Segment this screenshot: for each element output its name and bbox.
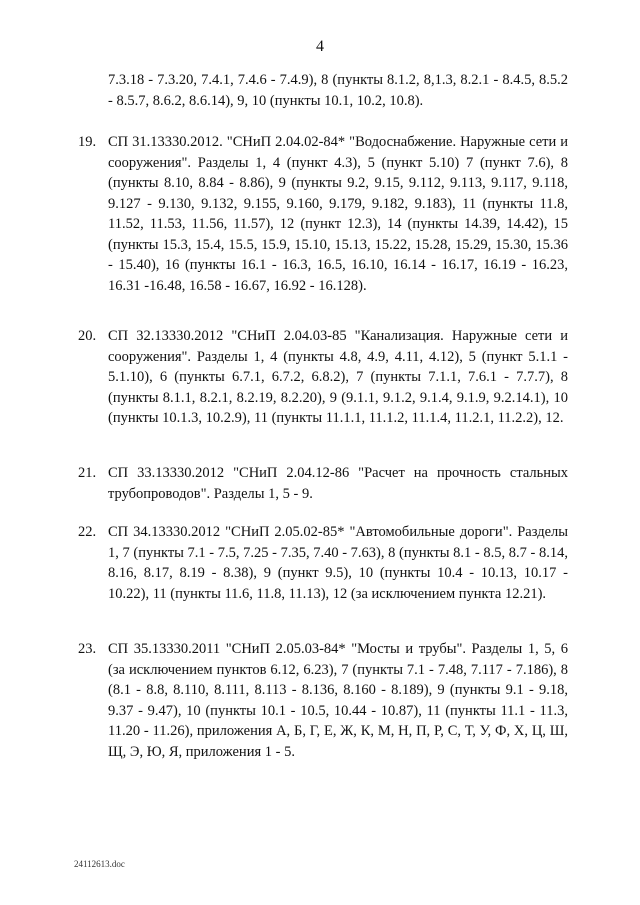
list-item-22 xyxy=(78,522,568,604)
list-item-23 xyxy=(78,639,568,762)
list-item-19 xyxy=(78,132,568,296)
page-number: 4 xyxy=(316,38,324,55)
list-item-number: 22. xyxy=(78,524,97,540)
list-item-text: СП 35.13330.2011 "СНиП 2.05.03-84* "Мосты и трубы". Разделы 1, 5, 6 (за исключением пунктов 6.12, 6.23), 7 (пункты 7.1 - 7.48, 7.117 - 7.186), 8 (8.1 - 8.8, 8.110, 8.111, 8.113 - 8.136, 8.160 - 8.189), 9 (пункты 9.1 - 9.18, 9.37 - 9.47), 10 (пункты 10.1 - 10.5, 10.44 - 10.87), 11 (пункты 11.1 - 11.3, 11.20 - 11.26), приложения А, Б, Г, Е, Ж, К, М, Н, П, Р, С, Т, У, Ф, Х, Ц, Ш, Щ, Э, Ю, Я, приложения 1 - 5. xyxy=(108,641,568,760)
list-item-text: СП 31.13330.2012. "СНиП 2.04.02-84* "Водоснабжение. Наружные сети и сооружения". Разделы 1, 4 (пункт 4.3), 5 (пункт 5.10) 7 (пункт 7.6), 8 (пункты 8.10, 8.84 - 8.86), 9 (пункты 9.2, 9.15, 9.112, 9.113, 9.117, 9.118, 9.127 - 9.130, 9.132, 9.155, 9.160, 9.179, 9.182, 9.183), 11 (пункты 11.8, 11.52, 11.53, 11.56, 11.57), 12 (пункт 12.3), 14 (пункты 14.39, 14.42), 15 (пункты 15.3, 15.4, 15.5, 15.9, 15.10, 15.13, 15.22, 15.28, 15.29, 15.30, 15.36 - 15.40), 16 (пункты 16.1 - 16.3, 16.5, 16.10, 16.14 - 16.17, 16.19 - 16.23, 16.31 -16.48, 16.58 - 16.67, 16.92 - 16.128). xyxy=(108,134,568,294)
continuation-paragraph: 7.3.18 - 7.3.20, 7.4.1, 7.4.6 - 7.4.9), 8 (пункты 8.1.2, 8,1.3, 8.2.1 - 8.4.5, 8.5.2 - 8.5.7, 8.6.2, 8.6.14), 9, 10 (пункты 10.1, 10.2, 10.8). xyxy=(108,72,568,109)
list-item-21 xyxy=(78,463,568,504)
footer-filename: 24112613.doc xyxy=(74,859,125,869)
list-item-20 xyxy=(78,326,568,429)
list-item-number: 19. xyxy=(78,134,97,150)
list-item-text: СП 33.13330.2012 "СНиП 2.04.12-86 "Расчет на прочность стальных трубопроводов". Разделы 1, 5 - 9. xyxy=(108,465,568,502)
list-item-text: СП 34.13330.2012 "СНиП 2.05.02-85* "Автомобильные дороги". Разделы 1, 7 (пункты 7.1 - 7.5, 7.25 - 7.35, 7.40 - 7.63), 8 (пункты 8.1 - 8.5, 8.7 - 8.14, 8.16, 8.17, 8.19 - 8.38), 9 (пункт 9.5), 10 (пункты 10.4 - 10.13, 10.17 - 10.22), 11 (пункты 11.6, 11.8, 11.13), 12 (за исключением пункта 12.21). xyxy=(108,524,568,602)
list-item-number: 23. xyxy=(78,641,97,657)
list-item-text: СП 32.13330.2012 "СНиП 2.04.03-85 "Канализация. Наружные сети и сооружения". Разделы 1, 4 (пункты 4.8, 4.9, 4.11, 4.12), 5 (пункт 5.1.1 - 5.1.10), 6 (пункты 6.7.1, 6.7.2, 6.8.2), 7 (пункты 7.1.1, 7.6.1 - 7.7.7), 8 (пункты 8.1.1, 8.2.1, 8.2.19, 8.2.20), 9 (9.1.1, 9.1.2, 9.1.4, 9.1.9, 9.2.14.1), 10 (пункты 10.1.3, 10.2.9), 11 (пункты 11.1.1, 11.1.2, 11.1.4, 11.2.1, 11.2.2), 12. xyxy=(108,328,568,426)
list-item-number: 20. xyxy=(78,328,97,344)
list-item-number: 21. xyxy=(78,465,97,481)
